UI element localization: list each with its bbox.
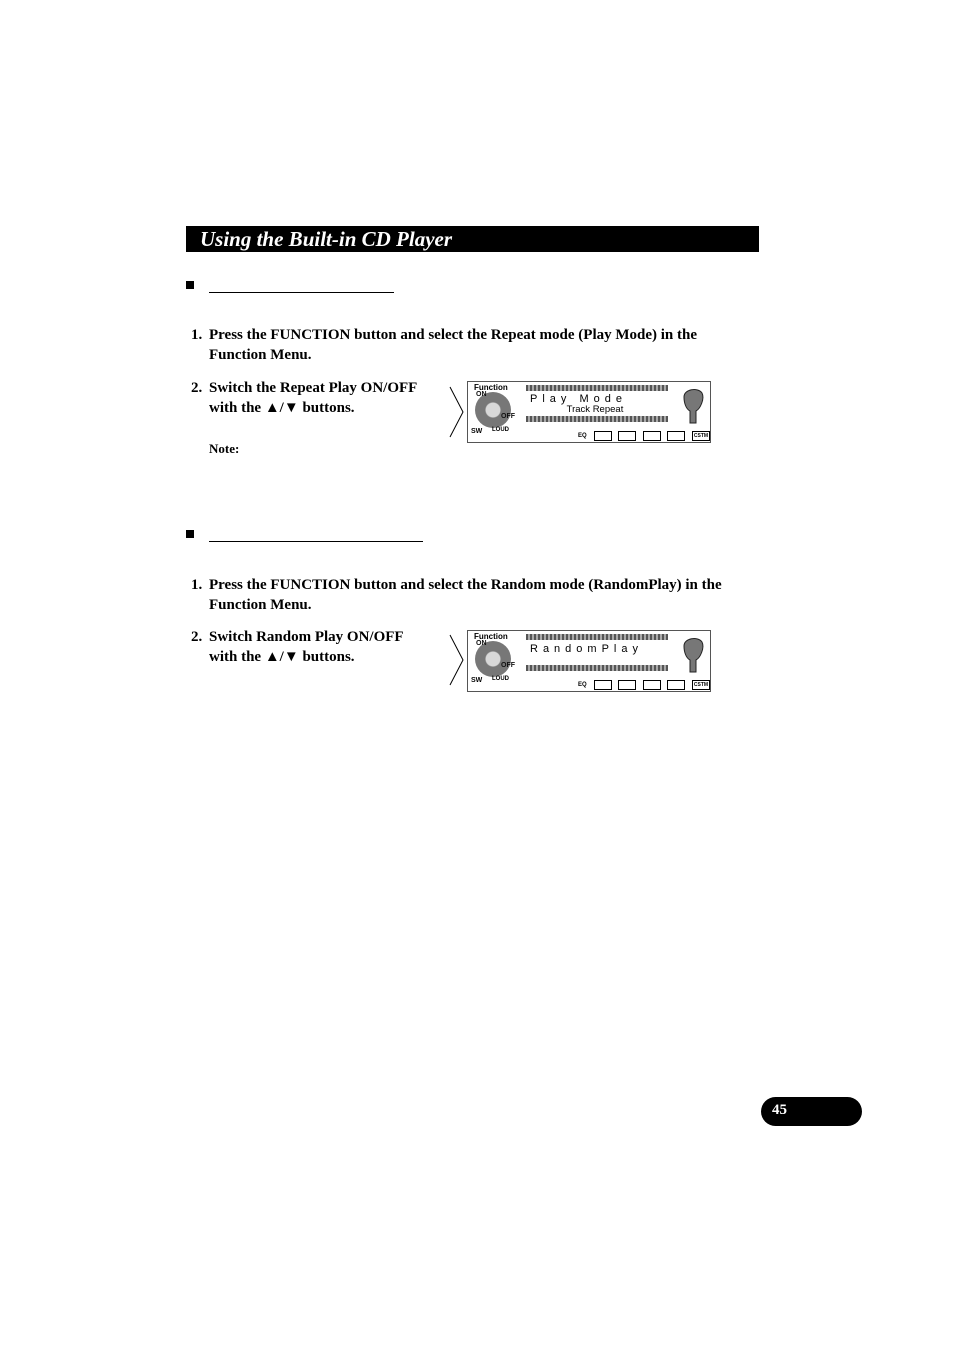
eq-curve-icon [667,431,685,441]
step-text: Switch Random Play ON/OFF with the ▲/▼ buttons. [209,629,404,665]
step-2-repeat: 2. Switch the Repeat Play ON/OFF with the ▲/▼ buttons. [191,379,441,419]
eq-curve-icon [643,680,661,690]
flag-icon [680,636,706,674]
step-text: Press the FUNCTION button and select the Random mode (RandomPlay) in the Function Menu. [209,577,722,613]
step-1-repeat: 1. Press the FUNCTION button and select the Repeat mode (Play Mode) in the Function Menu. [191,326,766,366]
display-line-1: Play Mode [530,393,627,405]
chevron-right-icon [449,634,465,686]
section-heading-underline [209,292,394,293]
note-label: Note: [209,441,240,456]
eq-curve-icon [667,680,685,690]
eq-curve-icon [618,431,636,441]
chapter-title: Using the Built-in CD Player [200,227,453,251]
display-pattern-band [526,665,668,671]
display-pattern-band [526,634,668,640]
eq-label: EQ [578,433,587,439]
eq-custom-label: CSTM [693,682,709,688]
chevron-right-icon [449,386,465,438]
speaker-icon: SW [471,428,483,435]
page-number: 45 [772,1102,787,1118]
chapter-title-banner [186,226,759,252]
loud-indicator: LOUD [492,427,509,433]
section-bullet-square [186,281,194,289]
lcd-display-play-mode: Function ON OFF Play Mode Track Repeat SW LOUD EQ CSTM [467,381,711,443]
step-1-random: 1. Press the FUNCTION button and select the Random mode (RandomPlay) in the Function Menu. [191,576,766,616]
page-number-badge [761,1097,862,1126]
flag-icon [680,387,706,425]
speaker-icon: SW [471,677,483,684]
section-heading-underline [209,541,423,542]
eq-curve-icon [618,680,636,690]
step-text: Press the FUNCTION button and select the Repeat mode (Play Mode) in the Function Menu. [209,327,698,363]
loud-indicator: LOUD [492,676,509,682]
step-text: Switch the Repeat Play ON/OFF with the ▲/▼ buttons. [209,380,418,416]
eq-label: EQ [578,682,587,688]
display-line-1: RandomPlay [530,643,643,655]
section-bullet-square [186,530,194,538]
display-line-2: Track Repeat [566,404,624,415]
eq-custom-label: CSTM [693,433,709,439]
eq-curve-icon [594,680,612,690]
eq-curve-icon [594,431,612,441]
display-pattern-band [526,385,668,391]
display-pattern-band [526,416,668,422]
eq-curve-icon [643,431,661,441]
lcd-display-random-play: Function ON OFF RandomPlay SW LOUD EQ CSTM [467,630,711,692]
step-2-random: 2. Switch Random Play ON/OFF with the ▲/▼ buttons. [191,628,441,668]
